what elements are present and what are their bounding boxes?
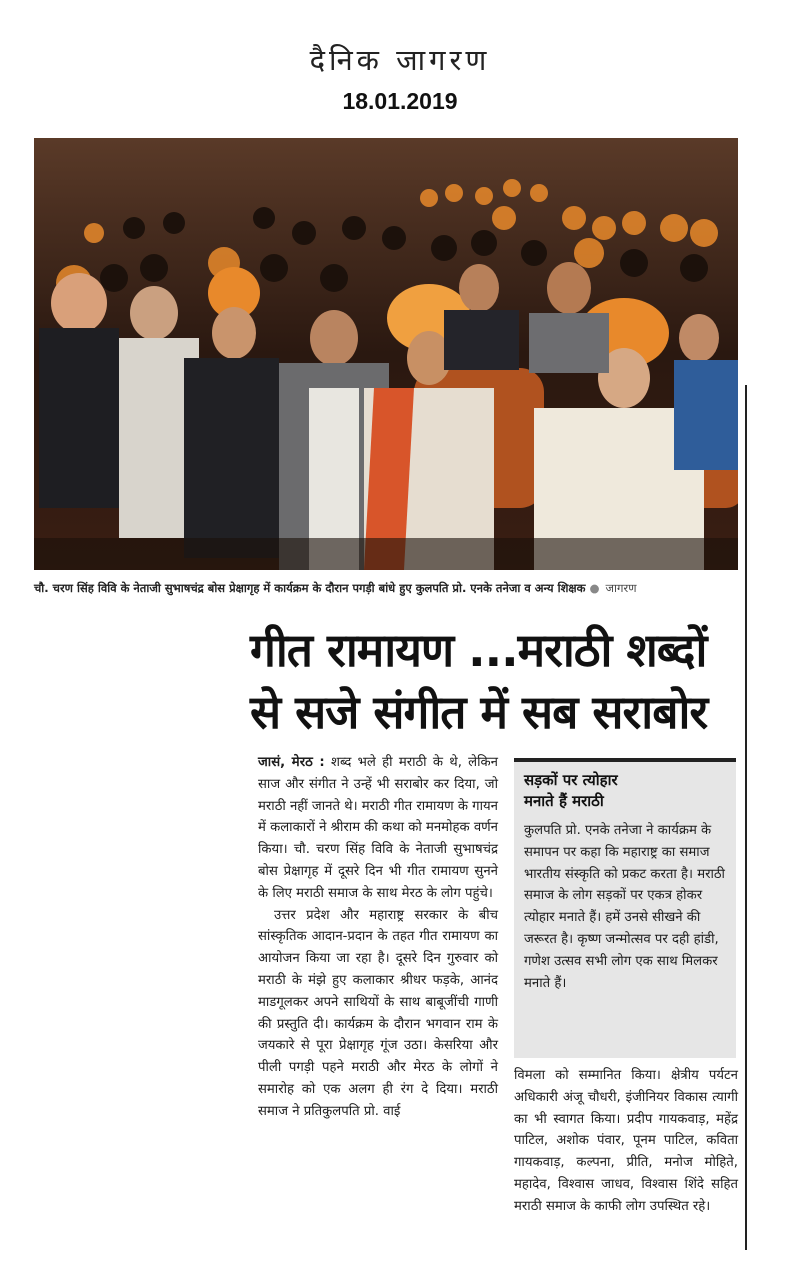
audience-illustration	[34, 138, 738, 570]
article-para-3: विमला को सम्मानित किया। क्षेत्रीय पर्यटन अधिकारी अंजू चौधरी, इंजीनियर विकास त्यागी का भी स्वागत किया। प्रदीप गायकवाड़, महेंद्र पाटिल, अशोक पंवार, पूनम पाटिल, कविता गायकवाड़, कल्पना, प्रीति, मनोज मोहिते, महादेव, विश्वास जाधव, विश्वास शिंदे सहित मराठी समाज के काफी लोग उपस्थित रहे।	[514, 1068, 738, 1214]
sidebar-box	[514, 758, 736, 1058]
article-para-2: उत्तर प्रदेश और महाराष्ट्र सरकार के बीच सांस्कृतिक आदान-प्रदान के तहत गीत रामायण का आयोजन किया जा रहा है। दूसरे दिन गुरुवार को मराठी के मंझे हुए कलाकार श्रीधर फड़के, आनंद माडगूलकर अपने साथियों के साथ बाबूजींची गाणी की प्रस्तुति दी। कार्यक्रम के दौरान भगवान राम के जयकारे से पूरा प्रेक्षागृह गूंज उठा। केसरिया और पीली पगड़ी पहने मराठी और मेरठ के लोगों ने समारोह को एक अलग ही रंग दे दिया। मराठी समाज ने प्रतिकुलपति प्रो. वाई	[258, 907, 498, 1119]
sidebar-box-title: सड़कों पर त्योहार मनाते हैं मराठी	[524, 771, 618, 810]
dateline: जासं, मेरठ :	[258, 755, 325, 770]
article-column-1	[258, 752, 498, 1123]
column-rule	[745, 385, 747, 1250]
photo-caption	[34, 581, 738, 596]
paper-date: 18.01.2019	[342, 88, 458, 114]
caption-text: चौ. चरण सिंह विवि के नेताजी सुभाषचंद्र बोस प्रेक्षागृह में कार्यक्रम के दौरान पगड़ी बांधे हुए कुलपति प्रो. एनके तनेजा व अन्य शिक्षक	[34, 581, 586, 595]
paper-name: दैनिक जागरण	[309, 43, 491, 77]
para-1-text: शब्द भले ही मराठी के थे, लेकिन साज और संगीत ने उन्हें भी सराबोर कर दिया, जो मराठी नहीं जानते थे। मराठी गीत रामायण के गायन में कलाकारों ने श्रीराम की कथा को मनमोहक वर्णन किया। चौ. चरण सिंह विवि के नेताजी सुभाषचंद्र बोस प्रेक्षागृह में दूसरे दिन भी गीत रामायण सुनने के लिए मराठी समाज के साथ मेरठ के लोग पहुंचे।	[258, 755, 498, 901]
bullet-icon: ●	[589, 581, 600, 595]
article-column-3	[514, 1065, 738, 1218]
headline-line-1: गीत रामायण ...मराठी शब्दों	[250, 623, 707, 677]
event-photo	[34, 138, 738, 570]
sidebar-box-body: कुलपति प्रो. एनके तनेजा ने कार्यक्रम के समापन पर कहा कि महाराष्ट्र का समाज भारतीय संस्कृति को प्रकट करता है। मराठी समाज के लोग सड़कों पर एकत्र होकर त्योहार मनाते हैं। हमें उनसे सीखने की जरूरत है। कृष्ण जन्मोत्सव पर दही हांडी, गणेश उत्सव सभी लोग एक साथ मिलकर मनाते हैं।	[524, 823, 725, 991]
photo-credit: जागरण	[605, 581, 637, 595]
headline-line-2: से सजे संगीत में सब सराबोर	[250, 685, 708, 739]
article-para-1	[258, 752, 498, 905]
